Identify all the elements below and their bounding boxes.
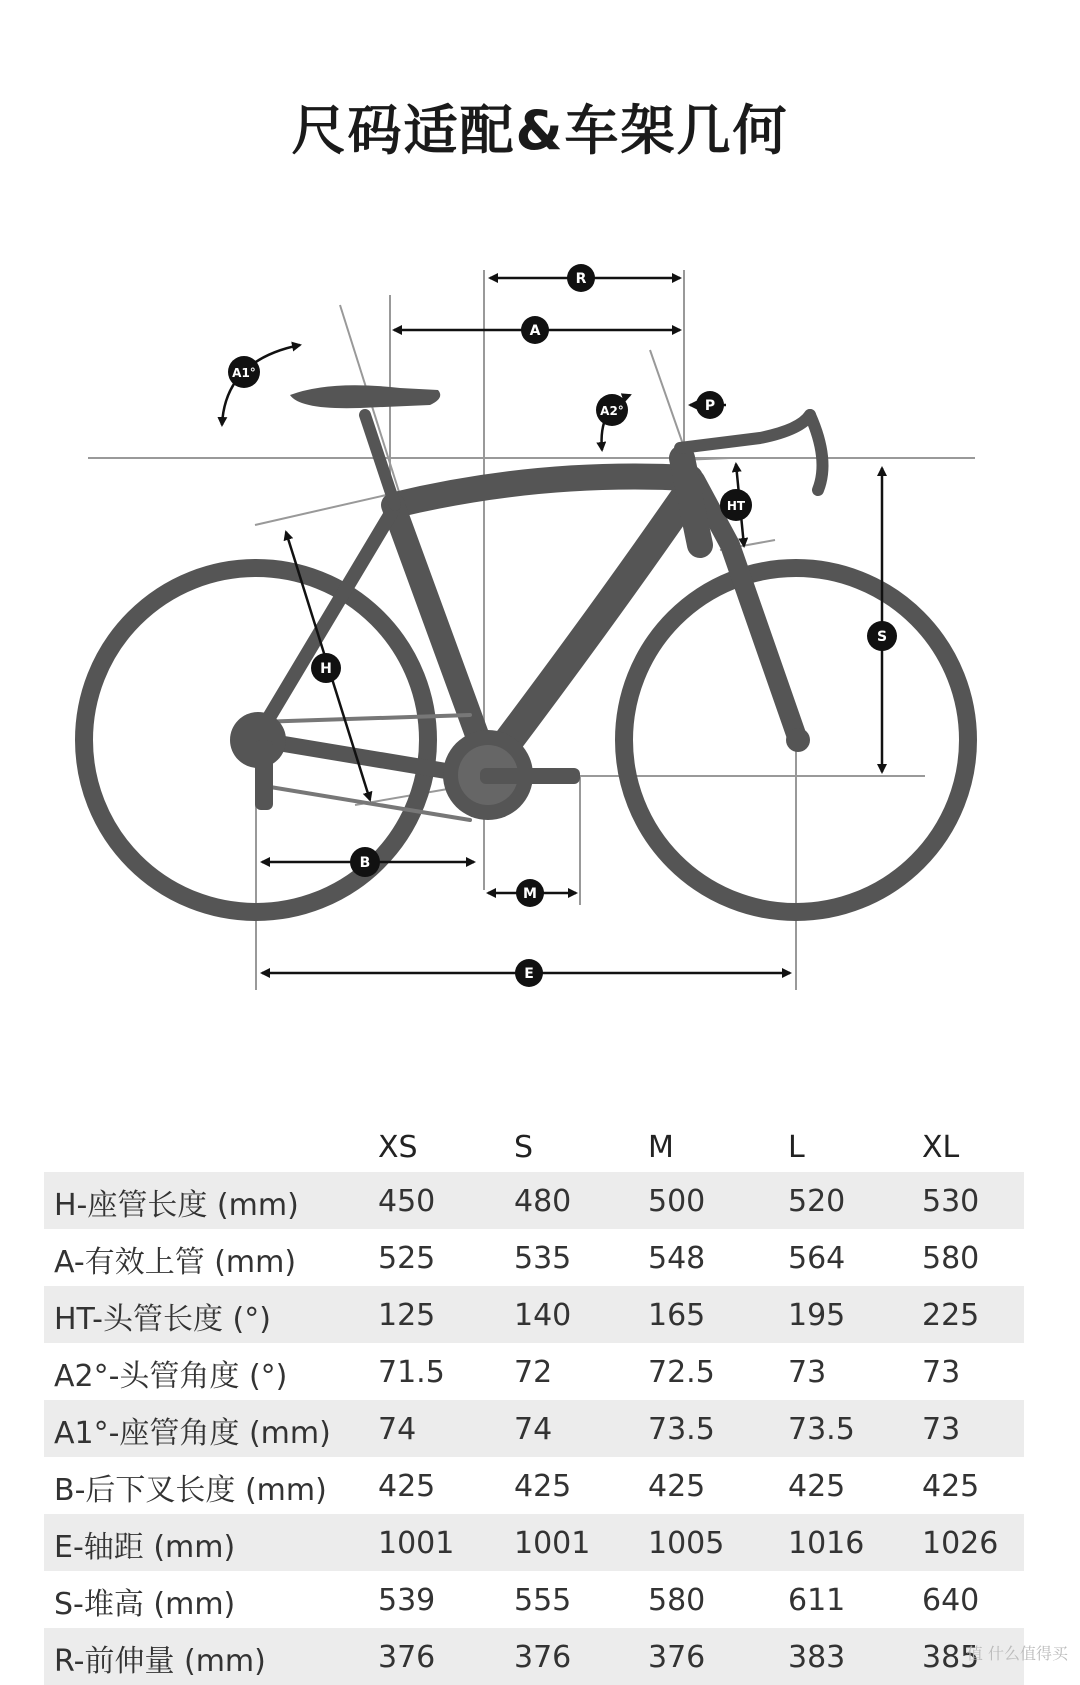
table-cell: 580 [922, 1241, 980, 1276]
table-cell: 548 [648, 1241, 706, 1276]
table-cell: 385 [922, 1640, 980, 1675]
badge-s-text: S [876, 629, 888, 645]
badge-a2 [596, 394, 628, 426]
row-label: A1°-座管角度 (mm) [54, 1416, 331, 1451]
table-cell: 640 [922, 1583, 980, 1618]
table-row [44, 1229, 1024, 1286]
table-cell: 74 [378, 1412, 417, 1447]
table-cell: 480 [514, 1184, 572, 1219]
table-cell: 1026 [922, 1526, 999, 1561]
table-cell: 611 [788, 1583, 846, 1618]
table-cell: 376 [514, 1640, 572, 1675]
table-cell: 564 [788, 1241, 846, 1276]
bike-geometry-diagram [0, 240, 1080, 1010]
table-cell: 539 [378, 1583, 436, 1618]
badge-e-text: E [524, 966, 534, 982]
table-cell: 1005 [648, 1526, 725, 1561]
row-label: A-有效上管 (mm) [54, 1245, 297, 1280]
table-cell: 71.5 [378, 1355, 445, 1390]
table-cell: 72.5 [648, 1355, 715, 1390]
table-cell: 165 [648, 1298, 706, 1333]
table-cell: 73.5 [648, 1412, 715, 1447]
badge-m-text: M [523, 886, 537, 902]
column-header-l: L [788, 1130, 805, 1165]
badge-m [516, 879, 544, 907]
table-cell: 1001 [378, 1526, 455, 1561]
table-cell: 73 [788, 1355, 827, 1390]
badge-r-text: R [575, 271, 587, 287]
watermark-text: 值 什么值得买 [966, 1644, 1068, 1663]
table-cell: 140 [514, 1298, 572, 1333]
table-cell: 520 [788, 1184, 846, 1219]
row-label: E-轴距 (mm) [54, 1530, 236, 1565]
badge-h-text: H [320, 661, 332, 677]
column-header-xl: XL [922, 1130, 960, 1165]
table-cell: 425 [648, 1469, 706, 1504]
table-cell: 425 [788, 1469, 846, 1504]
table-cell: 450 [378, 1184, 436, 1219]
table-cell: 125 [378, 1298, 436, 1333]
table-cell: 580 [648, 1583, 706, 1618]
page-title: 尺码适配&车架几何 [291, 99, 789, 162]
table-cell: 73.5 [788, 1412, 855, 1447]
table-cell: 425 [922, 1469, 980, 1504]
table-cell: 530 [922, 1184, 980, 1219]
badge-a-text: A [529, 323, 541, 339]
table-row [44, 1286, 1024, 1343]
table-cell: 225 [922, 1298, 980, 1333]
column-header-m: M [648, 1130, 674, 1165]
badge-h [311, 653, 341, 683]
table-cell: 383 [788, 1640, 846, 1675]
table-cell: 195 [788, 1298, 846, 1333]
table-row [44, 1628, 1024, 1685]
badge-b [350, 847, 380, 877]
badge-ht-text: HT [726, 499, 746, 513]
column-header-xs: XS [378, 1130, 418, 1165]
table-cell: 1001 [514, 1526, 591, 1561]
column-header-s: S [514, 1130, 534, 1165]
table-row [44, 1172, 1024, 1229]
badge-a2-text: A2° [600, 404, 624, 418]
table-header [44, 1120, 1024, 1172]
table-cell: 425 [378, 1469, 436, 1504]
badge-s [867, 621, 897, 651]
row-label: S-堆高 (mm) [54, 1587, 236, 1622]
row-label: HT-头管长度 (°) [54, 1302, 271, 1337]
table-row [44, 1514, 1024, 1571]
table-cell: 72 [514, 1355, 553, 1390]
bicycle-illustration [84, 415, 968, 912]
badge-p [696, 391, 724, 419]
row-label: B-后下叉长度 (mm) [54, 1473, 327, 1508]
table-cell: 73 [922, 1412, 961, 1447]
table-cell: 555 [514, 1583, 572, 1618]
table-row [44, 1457, 1024, 1514]
badge-ht [720, 489, 752, 521]
badge-p-text: P [704, 398, 716, 414]
badge-e [515, 959, 543, 987]
table-cell: 74 [514, 1412, 553, 1447]
table-cell: 376 [378, 1640, 436, 1675]
badge-b-text: B [359, 855, 371, 871]
badge-r [567, 264, 595, 292]
table-cell: 376 [648, 1640, 706, 1675]
table-cell: 1016 [788, 1526, 865, 1561]
badge-a1 [228, 356, 260, 388]
table-row [44, 1343, 1024, 1400]
badge-a1-text: A1° [232, 366, 256, 380]
table-row [44, 1571, 1024, 1628]
table-cell: 425 [514, 1469, 572, 1504]
table-cell: 535 [514, 1241, 572, 1276]
row-label: H-座管长度 (mm) [54, 1188, 299, 1223]
table-row [44, 1400, 1024, 1457]
table-cell: 525 [378, 1241, 436, 1276]
row-label: A2°-头管角度 (°) [54, 1359, 288, 1394]
badge-a [521, 316, 549, 344]
row-label: R-前伸量 (mm) [54, 1644, 266, 1679]
table-cell: 73 [922, 1355, 961, 1390]
table-cell: 500 [648, 1184, 706, 1219]
